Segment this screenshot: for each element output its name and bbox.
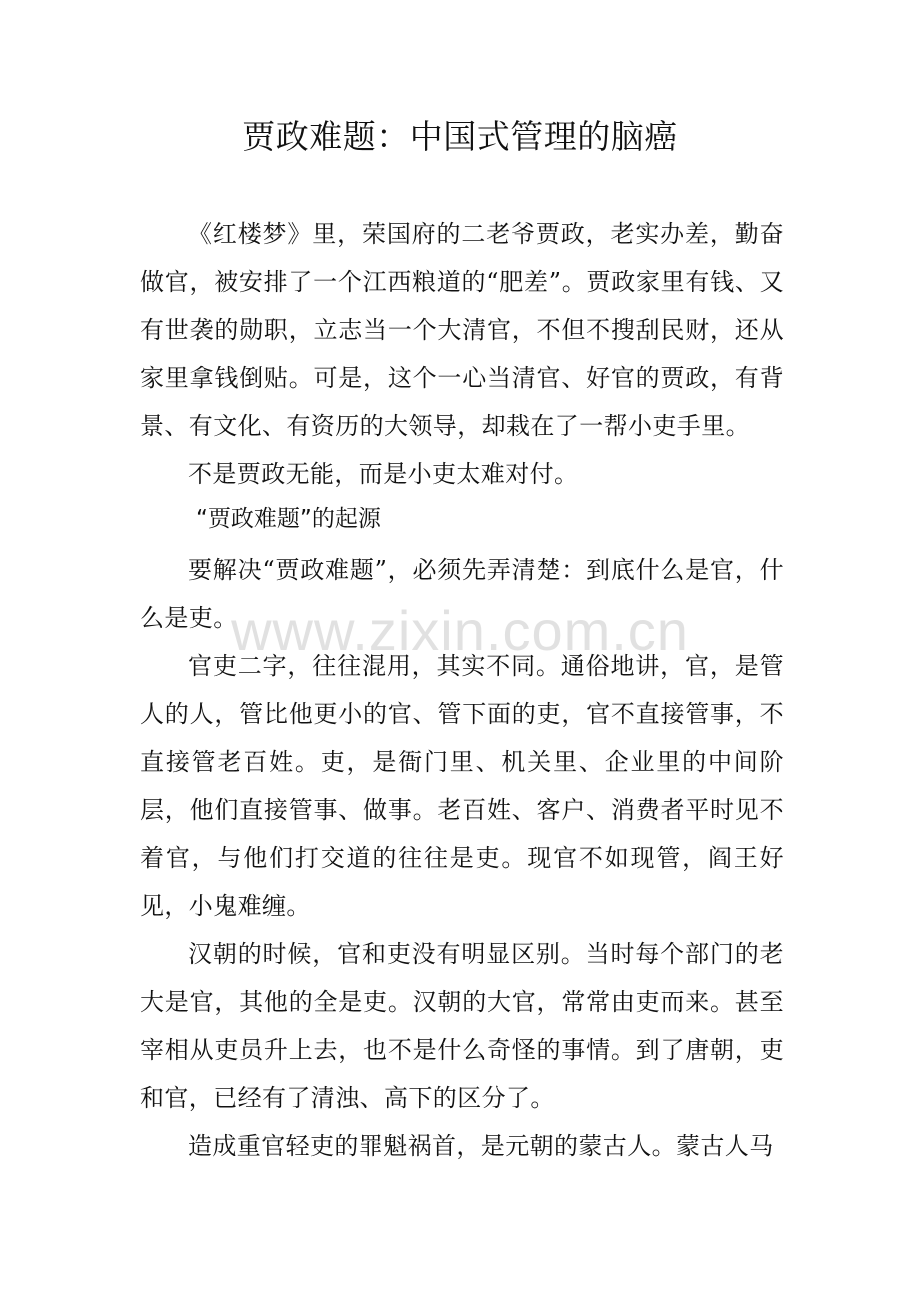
document-body [140,210,784,1170]
paragraph: 《红楼梦》里，荣国府的二老爷贾政，老实办差，勤奋做官，被安排了一个江西粮道的“肥差”。贾政家里有钱、又有世袭的勋职，立志当一个大清官，不但不搜刮民财，还从家里拿钱倒贴。可是，这个一心当清官、好官的贾政，有背景、有文化、有资历的大领导，却栽在了一帮小吏手里。 [140,220,784,440]
paragraph: 汉朝的时候，官和吏没有明显区别。当时每个部门的老大是官，其他的全是吏。汉朝的大官，常常由吏而来。甚至宰相从吏员升上去，也不是什么奇怪的事情。到了唐朝，吏和官，已经有了清浊、高下的区分了。 [140,940,784,1112]
document-title: 贾政难题：中国式管理的脑癌 [242,117,678,156]
paragraph: 要解决“贾政难题”，必须先弄清楚：到底什么是官，什么是吏。 [140,556,784,632]
paragraph: 不是贾政无能，而是小吏太难对付。 [188,460,579,488]
watermark: www.zixin.com.cn [231,599,689,662]
section-heading: “贾政难题”的起源 [196,506,381,532]
paragraph: 造成重官轻吏的罪魁祸首，是元朝的蒙古人。蒙古人马 [188,1132,774,1160]
paragraph: 官吏二字，往往混用，其实不同。通俗地讲，官，是管人的人，管比他更小的官、管下面的吏，官不直接管事，不直接管老百姓。吏，是衙门里、机关里、企业里的中间阶层，他们直接管事、做事。老百姓、客户、消费者平时见不着官，与他们打交道的往往是吏。现官不如现管，阎王好见，小鬼难缠。 [140,652,784,920]
